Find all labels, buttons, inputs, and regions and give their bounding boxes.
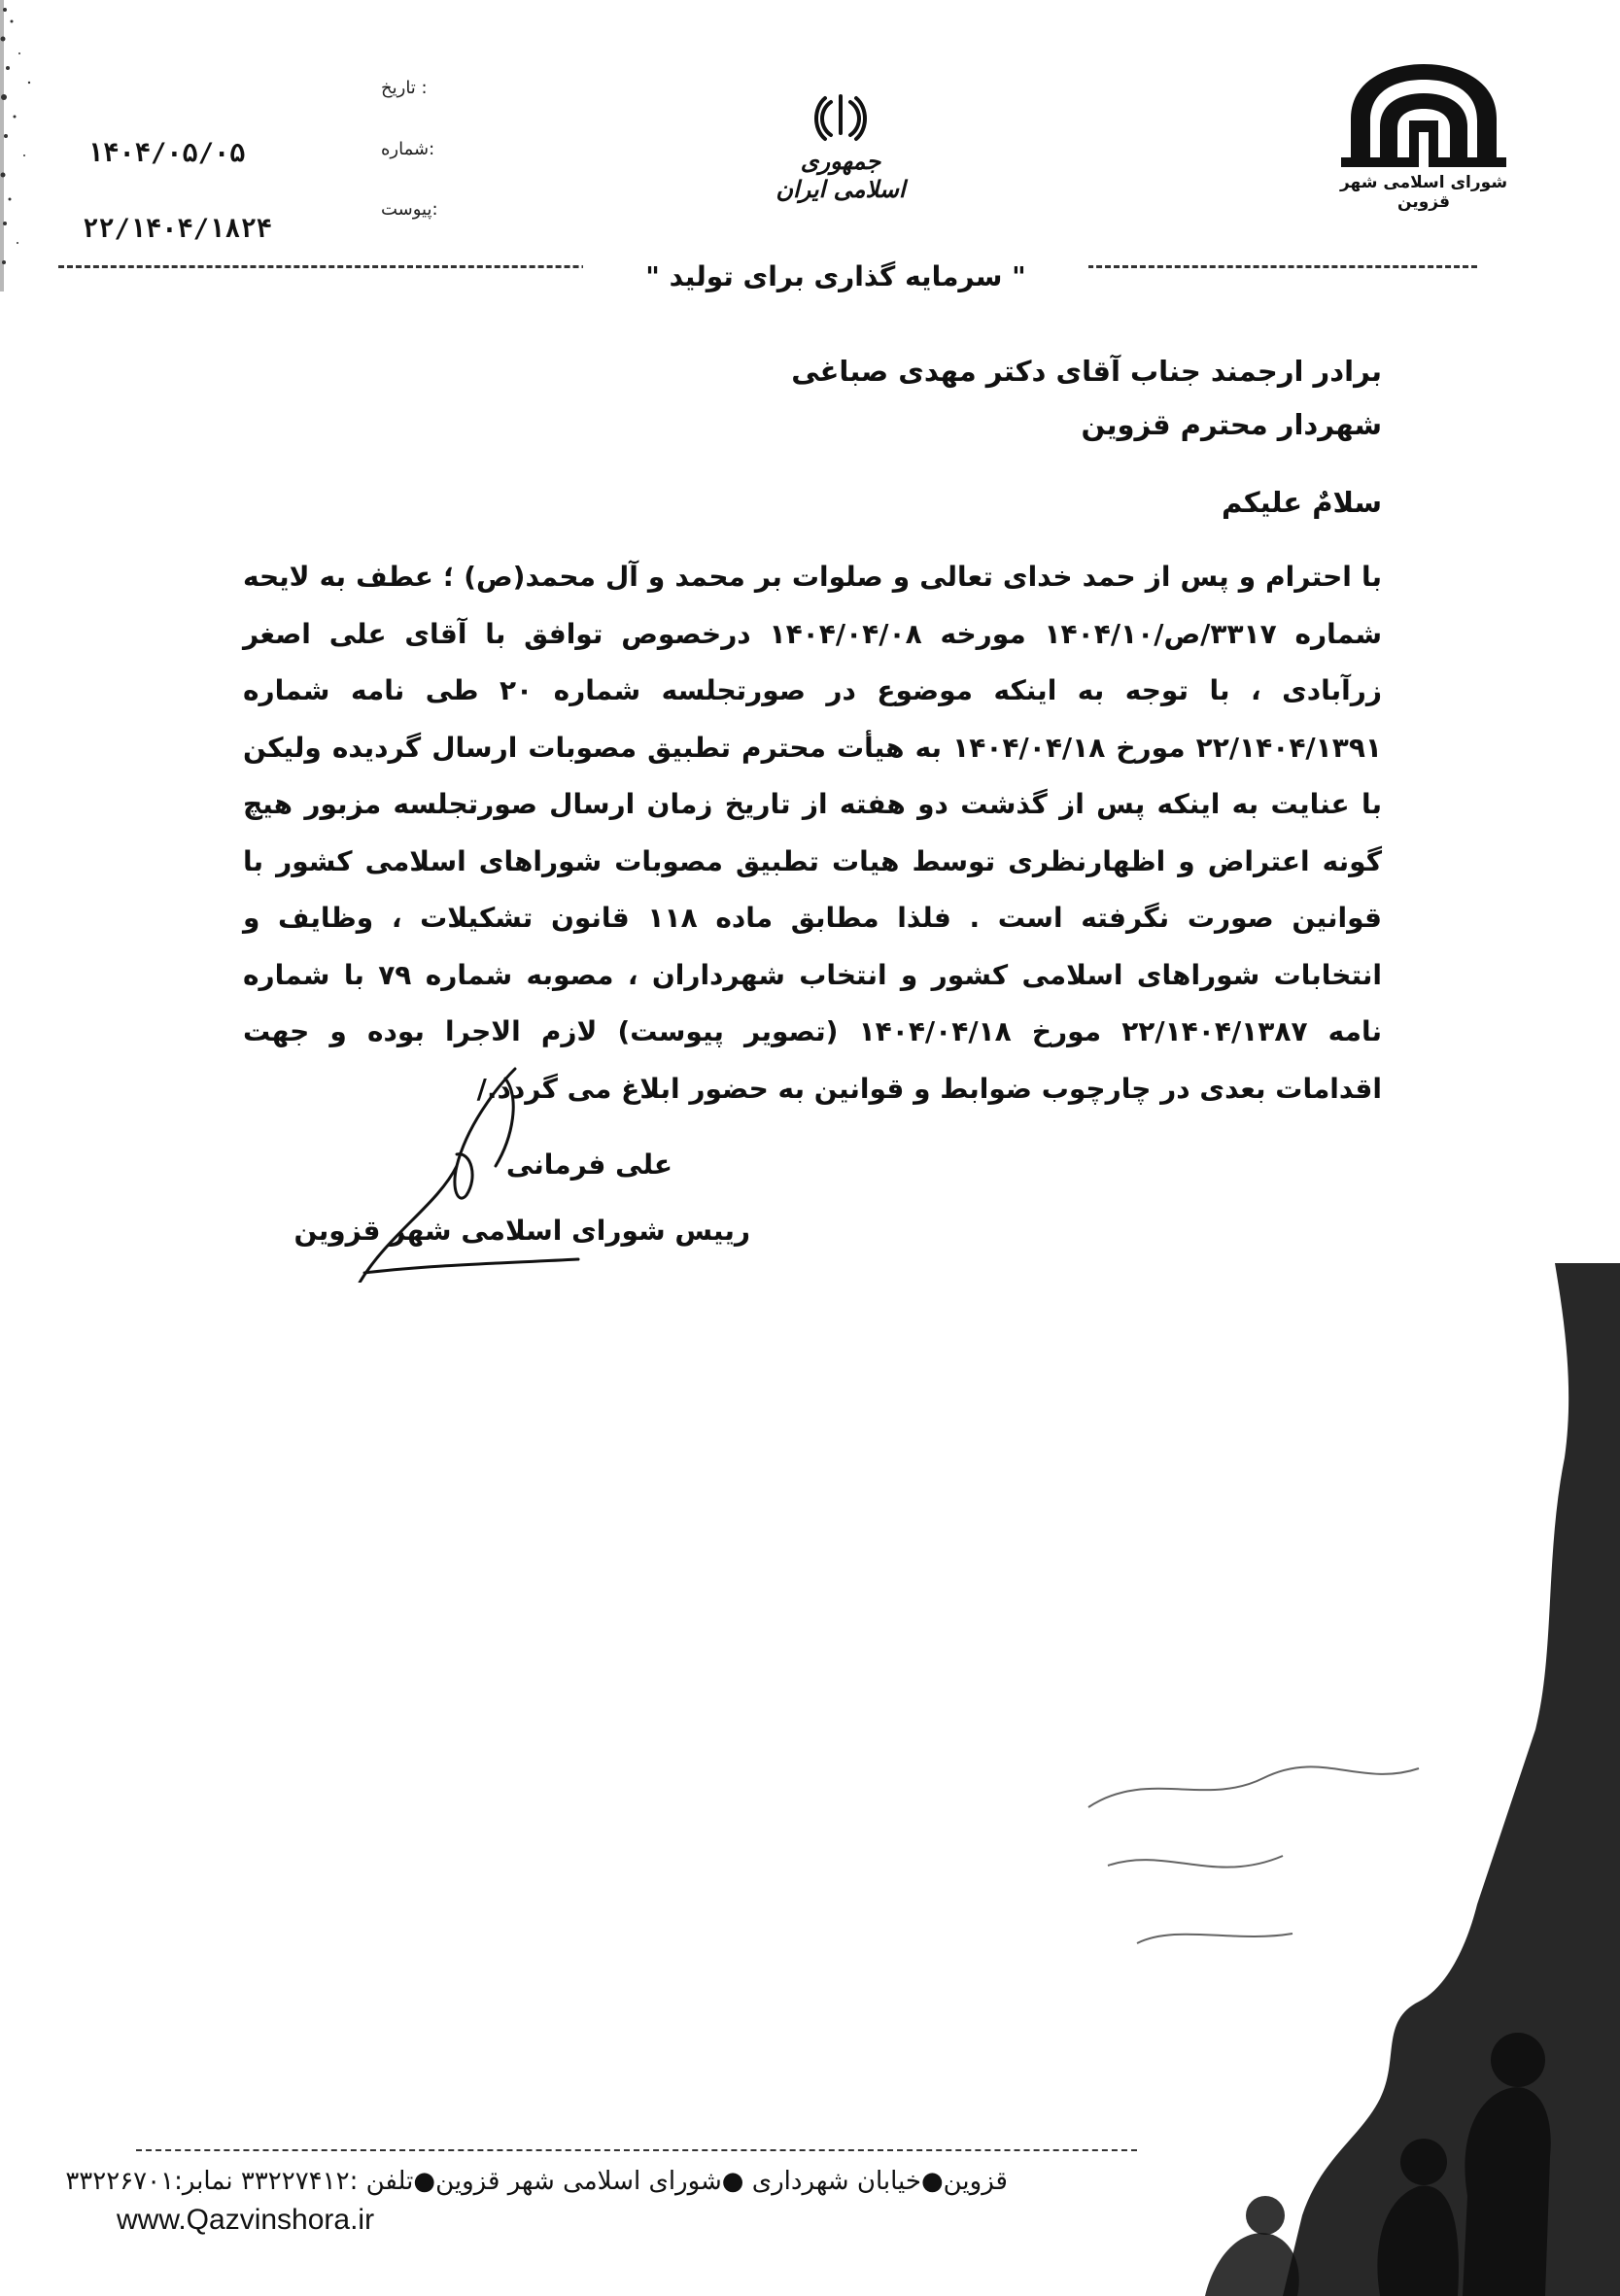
council-name: شورای اسلامی شهر قزوین xyxy=(1339,173,1508,212)
signer-name: علی فرمانی xyxy=(505,1148,672,1181)
number-label: شماره: xyxy=(381,139,435,159)
addressee-line1: برادر ارجمند جناب آقای دکتر مهدی صباغی xyxy=(791,355,1382,388)
date-value: ۱۴۰۴/۰۵/۰۵ xyxy=(87,138,246,168)
footer-photo xyxy=(1011,1263,1620,2296)
date-label: تاریخ : xyxy=(381,78,428,98)
emblem-caption: جمهوری اسلامی ایران xyxy=(776,147,906,203)
attachment-label: پیوست: xyxy=(381,199,438,220)
slogan: " سرمایه گذاری برای تولید " xyxy=(583,260,1088,292)
letter-body xyxy=(243,549,1382,1117)
addressee-line2: شهردار محترم قزوین xyxy=(1081,408,1382,441)
body-part1: با احترام و پس از حمد خدای تعالی و صلوات بر محمد و آل محمد(ص) ؛ عطف به لایحه شماره ۳۳۱۷/ص/۱۴۰۴/۱۰ مورخه ۱۴۰۴/۰۴/۰۸ درخصوص xyxy=(243,561,1382,650)
council-logo xyxy=(1331,60,1516,212)
footer-divider xyxy=(136,2149,1137,2151)
body-highlight: توافق با آقای علی اصغر زرآبادی xyxy=(243,617,1382,706)
number-value: ۲۲/۱۴۰۴/۱۸۲۴ xyxy=(83,214,273,244)
iran-emblem xyxy=(768,92,913,203)
footer-website[interactable]: www.Qazvinshora.ir xyxy=(117,2204,375,2236)
footer-address: قزوین●خیابان شهرداری ●شورای اسلامی شهر قزوین●تلفن :۳۳۲۲۷۴۱۲ نمابر:۳۳۲۲۶۷۰۱ xyxy=(65,2167,1008,2196)
council-logo-icon xyxy=(1341,60,1506,167)
emblem-icon xyxy=(811,92,870,143)
body-part2: ، با توجه به اینکه موضوع در صورتجلسه شماره ۲۰ طی نامه شماره ۲۲/۱۴۰۴/۱۳۹۱ مورخ ۱۴۰۴/۰۴/۱۸ به هیأت محترم تطبیق مصوبات ارسال گردیده ولیکن با عنایت به اینکه پس از گذشت دو هفته از تاریخ زمان ارسال صورتجلسه مزبور هیچ گونه اعتراض و اظهارنظری توسط هیات تطبیق مصوبات شوراهای اسلامی کشور با قوانین صورت نگرفته است . فلذا مطابق ماده ۱۱۸ قانون تشکیلات ، وظایف و انتخابات شوراهای اسلامی کشور و انتخاب شهرداران ، مصوبه شماره ۷۹ با شماره نامه ۲۲/۱۴۰۴/۱۳۸۷ مورخ ۱۴۰۴/۰۴/۱۸ (تصویر پیوست) لازم الاجرا بوده و جهت اقدامات بعدی در چارچوب ضوابط و قوانین به حضور ابلاغ می گردد./ xyxy=(243,674,1383,1105)
scan-noise xyxy=(0,0,68,291)
signer-title: رییس شورای اسلامی شهر قزوین xyxy=(293,1215,750,1247)
greeting: سلامٌ علیکم xyxy=(1222,486,1382,519)
